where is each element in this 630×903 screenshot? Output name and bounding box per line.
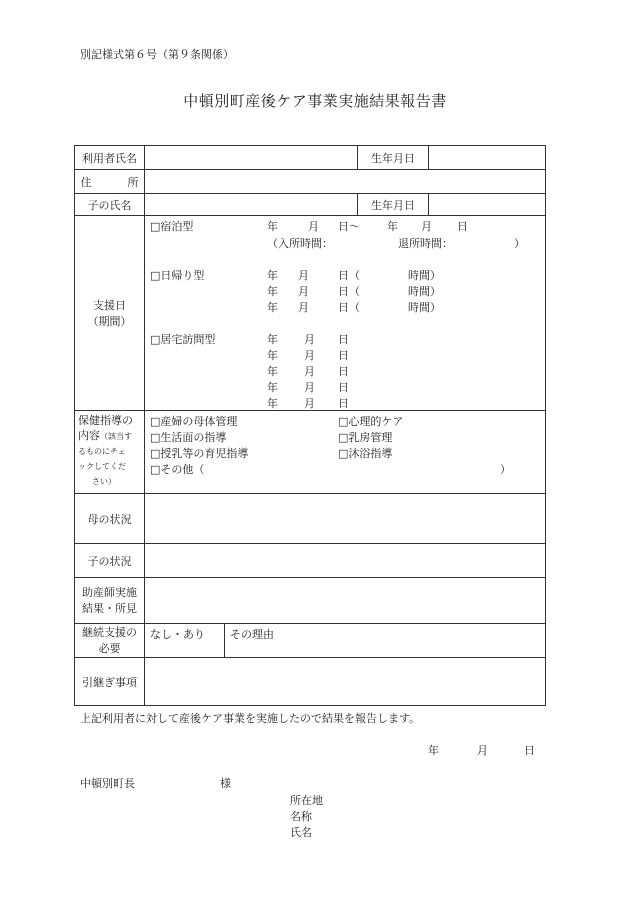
- handover-row: [75, 658, 546, 706]
- child-name-field[interactable]: [145, 194, 358, 216]
- guidance-maternal-checkbox[interactable]: □産婦の母体管理: [150, 415, 238, 428]
- guidance-bath-checkbox[interactable]: □沐浴指導: [338, 447, 393, 460]
- child-birthdate-field[interactable]: [429, 194, 546, 216]
- child-status-field[interactable]: [145, 544, 546, 578]
- stay-type-checkbox[interactable]: □宿泊型: [150, 220, 194, 233]
- continued-support-row: [75, 624, 546, 658]
- handover-label: 引継ぎ事項: [75, 658, 145, 706]
- support-days-label: 支援日 （期間）: [75, 216, 145, 411]
- child-status-row: [75, 544, 546, 578]
- birthdate-label: 生年月日: [358, 146, 429, 170]
- continued-reason-field[interactable]: その理由: [225, 624, 546, 658]
- support-days-field[interactable]: □宿泊型 年 月 日～ 年 月 日 （入所時間： 退所時間： ） □日帰り型 年 月 日（ 時間） 年 月 日（ 時間） 年 月 日（ 時間） □居宅訪問型 年 月 日 年 月 日 年 月 日 年 月 日 年 月 日: [145, 216, 546, 411]
- birthdate-field[interactable]: [429, 146, 546, 170]
- user-name-label: 利用者氏名: [75, 146, 145, 170]
- report-form-table: [74, 145, 546, 706]
- address-row: [75, 170, 546, 194]
- midwife-row: [75, 578, 546, 624]
- support-days-row: [75, 216, 546, 411]
- guidance-feeding-checkbox[interactable]: □授乳等の育児指導: [150, 447, 249, 460]
- address-label: 住 所: [75, 170, 145, 194]
- addressee: 中頓別町長: [80, 777, 135, 790]
- continued-option[interactable]: なし・あり: [145, 624, 225, 658]
- user-name-field[interactable]: [145, 146, 358, 170]
- child-name-row: [75, 194, 546, 216]
- guidance-lifestyle-checkbox[interactable]: □生活面の指導: [150, 431, 227, 444]
- child-status-label: 子の状況: [75, 544, 145, 578]
- midwife-field[interactable]: [145, 578, 546, 624]
- mother-status-field[interactable]: [145, 494, 546, 544]
- child-birthdate-label: 生年月日: [358, 194, 429, 216]
- child-name-label: 子の氏名: [75, 194, 145, 216]
- mother-status-row: [75, 494, 546, 544]
- report-statement: 上記利用者に対して産後ケア事業を実施したので結果を報告します。: [80, 712, 421, 725]
- address-field[interactable]: [145, 170, 546, 194]
- guidance-field[interactable]: □産婦の母体管理 □生活面の指導 □授乳等の育児指導 □その他（ ） □心理的ケア □乳房管理 □沐浴指導: [145, 411, 546, 494]
- guidance-label: 保健指導の 内容（該当す るものにチェ ックしてくだ さい）: [75, 411, 145, 494]
- day-type-checkbox[interactable]: □日帰り型: [150, 269, 205, 282]
- user-name-row: [75, 146, 546, 170]
- org-name-label: 名称: [290, 810, 312, 823]
- mother-status-label: 母の状況: [75, 494, 145, 544]
- form-code: 別記様式第６号（第９条関係）: [80, 48, 234, 61]
- location-label: 所在地: [290, 794, 323, 807]
- guidance-other-checkbox[interactable]: □その他（: [150, 463, 205, 476]
- visit-type-checkbox[interactable]: □居宅訪問型: [150, 333, 216, 346]
- handover-field[interactable]: [145, 658, 546, 706]
- person-name-label: 氏名: [290, 826, 312, 839]
- midwife-label: 助産師実施 結果・所見: [75, 578, 145, 624]
- addressee-honorific: 様: [220, 777, 231, 790]
- guidance-psych-checkbox[interactable]: □心理的ケア: [338, 415, 404, 428]
- guidance-row: [75, 411, 546, 494]
- page-title: 中頓別町産後ケア事業実施結果報告書: [183, 92, 447, 110]
- report-date: 年 月 日: [428, 744, 535, 757]
- continued-support-label: 継続支援の 必要: [75, 624, 145, 658]
- guidance-breast-checkbox[interactable]: □乳房管理: [338, 431, 393, 444]
